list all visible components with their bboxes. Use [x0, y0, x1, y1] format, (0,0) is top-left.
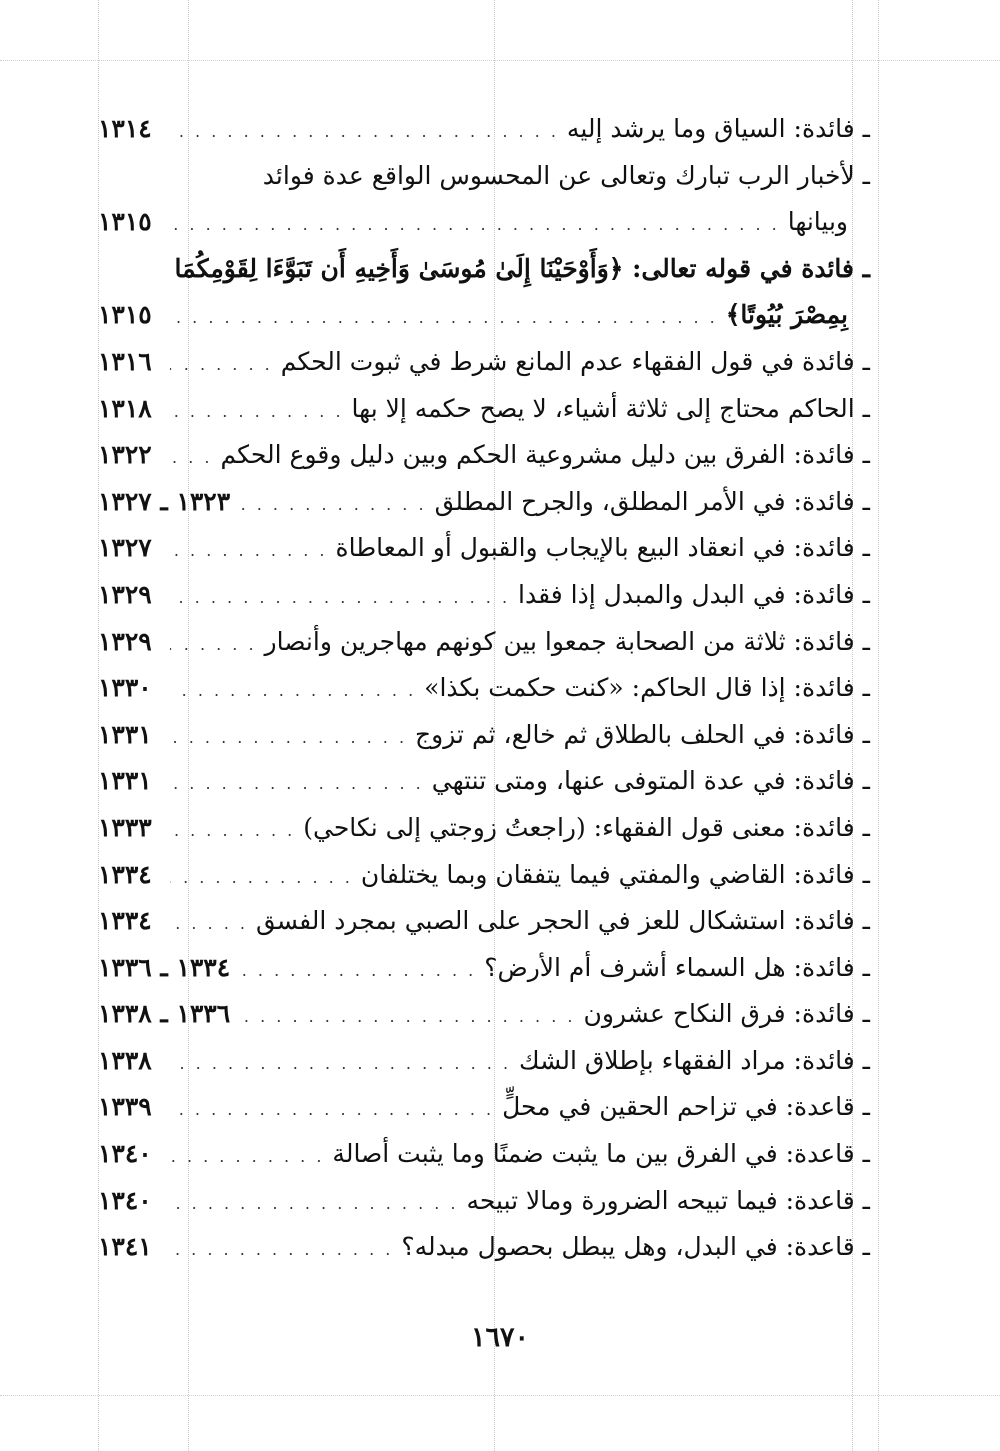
dot-leader	[170, 668, 416, 715]
toc-entry-title: ـ فائدة: في البدل والمبدل إذا فقدا	[518, 579, 870, 609]
dot-leader	[170, 1181, 459, 1228]
toc-entry-title-continued: وبيانها	[787, 207, 848, 237]
toc-entry-page: ١٣٣٠	[98, 673, 152, 703]
toc-entry-page: ١٣١٥	[98, 207, 152, 237]
toc-entry-page: ١٣٢٩	[98, 579, 152, 609]
toc-entry-title-continued: بِمِصْرَ بُيُوتًا﴾	[725, 300, 848, 330]
toc-entry-title: ـ فائدة: السياق وما يرشد إليه	[566, 114, 870, 143]
toc-entry-title: ـ فائدة: مراد الفقهاء بإطلاق الشك	[519, 1045, 870, 1075]
toc-entry-page: ١٣١٦	[98, 346, 152, 376]
toc-entry-page: ١٣٣٤	[98, 859, 152, 889]
toc-entry-page: ١٣٤١	[98, 1232, 152, 1262]
table-of-contents	[98, 106, 870, 1271]
toc-entry-page: ١٣١٨	[98, 393, 152, 423]
dot-leader	[170, 715, 407, 762]
toc-entry-page: ١٣٣١	[98, 719, 152, 749]
toc-entry-title: ـ فائدة: في الحلف بالطلاق ثم خالع، ثم تزوج	[415, 719, 870, 749]
toc-entry-page: ١٣٣٣	[98, 812, 152, 842]
toc-entry-title: ـ فائدة في قول الفقهاء عدم المانع شرط في ثبوت الحكم	[280, 346, 870, 376]
dot-leader	[238, 482, 426, 529]
dot-leader	[170, 901, 248, 948]
toc-entry-page: ١٣٤٠	[98, 1185, 152, 1215]
toc-entry-title: ـ قاعدة: فيما تبيحه الضرورة ومالا تبيحه	[466, 1185, 870, 1215]
page-number: ١٦٧٠	[470, 1322, 529, 1353]
toc-entry-title: ـ فائدة: القاضي والمفتي فيما يتفقان وبما يختلفان	[360, 859, 870, 889]
dot-leader	[170, 1134, 324, 1181]
dot-leader	[170, 808, 295, 855]
dot-leader	[170, 528, 328, 575]
toc-entry	[98, 852, 870, 899]
toc-entry-page: ١٣٢٢	[98, 440, 152, 470]
toc-entry-title: ـ قاعدة: في البدل، وهل يبطل بحصول مبدله؟	[401, 1232, 870, 1262]
toc-entry	[98, 945, 870, 992]
toc-entry-page: ١٣٢٧	[98, 533, 152, 563]
toc-entry	[98, 712, 870, 759]
margin-guide-right	[878, 0, 879, 1451]
toc-entry	[98, 898, 870, 945]
toc-entry-continuation	[98, 292, 870, 339]
toc-entry	[98, 106, 870, 153]
toc-entry-page: ١٣١٥	[98, 300, 152, 330]
toc-entry-title: ـ فائدة: هل السماء أشرف أم الأرض؟	[484, 952, 870, 982]
toc-entry	[98, 991, 870, 1038]
dot-leader	[170, 295, 718, 342]
dot-leader	[170, 389, 344, 436]
toc-entry	[98, 1178, 870, 1225]
dot-leader	[238, 948, 476, 995]
dot-leader	[170, 761, 424, 808]
toc-entry-title: ـ فائدة: في الأمر المطلق، والجرح المطلق	[434, 486, 870, 516]
toc-entry	[98, 153, 870, 200]
dot-leader	[170, 1227, 393, 1274]
toc-entry-title: ـ قاعدة: في تزاحم الحقين في محلٍّ	[502, 1092, 870, 1122]
toc-entry	[98, 1224, 870, 1271]
toc-entry-page: ١٣١٤	[98, 114, 152, 143]
toc-entry	[98, 1038, 870, 1085]
toc-entry	[98, 665, 870, 712]
toc-entry-title: ـ فائدة: فرق النكاح عشرون	[583, 999, 870, 1029]
toc-entry	[98, 339, 870, 386]
dot-leader	[170, 575, 510, 622]
toc-entry-continuation	[98, 199, 870, 246]
dot-leader	[170, 342, 273, 389]
toc-entry-title: ـ فائدة: في انعقاد البيع بالإيجاب والقبول أو المعاطاة	[335, 533, 870, 563]
toc-entry-title: ـ فائدة: معنى قول الفقهاء: (راجعتُ زوجتي إلى نكاحي)	[303, 812, 870, 842]
toc-entry	[98, 525, 870, 572]
toc-entry-title: ـ فائدة: في عدة المتوفى عنها، ومتى تنتهي	[431, 766, 870, 796]
dot-leader	[170, 435, 212, 482]
margin-guide-top	[0, 60, 1000, 61]
dot-leader	[170, 1041, 511, 1088]
toc-entry-page: ١٣٢٣ ـ ١٣٢٧	[98, 486, 231, 516]
dot-leader	[170, 1087, 494, 1134]
toc-entry	[98, 386, 870, 433]
toc-entry-page: ١٣٣٩	[98, 1092, 152, 1122]
toc-entry	[98, 479, 870, 526]
toc-entry-page: ١٣٣٦ ـ ١٣٣٨	[98, 999, 231, 1029]
toc-entry-title: ـ فائدة: استشكال للعز في الحجر على الصبي بمجرد الفسق	[255, 906, 870, 936]
dot-leader	[238, 994, 575, 1041]
toc-entry-title: ـ فائدة: إذا قال الحاكم: «كنت حكمت بكذا»	[424, 673, 870, 703]
toc-entry-title: ـ فائدة: ثلاثة من الصحابة جمعوا بين كونهم مهاجرين وأنصار	[264, 626, 870, 656]
toc-entry-title: ـ الحاكم محتاج إلى ثلاثة أشياء، لا يصح حكمه إلا بها	[351, 393, 870, 423]
dot-leader	[170, 109, 559, 156]
toc-entry-title: ـ قاعدة: في الفرق بين ما يثبت ضمنًا وما يثبت أصالة	[332, 1139, 870, 1169]
toc-entry-page: ١٣٣٤ ـ ١٣٣٦	[98, 952, 231, 982]
toc-entry	[98, 432, 870, 479]
toc-entry-page: ١٣٣١	[98, 766, 152, 796]
dot-leader	[170, 855, 353, 902]
toc-entry	[98, 1084, 870, 1131]
toc-entry	[98, 246, 870, 293]
toc-entry-page: ١٣٣٨	[98, 1045, 152, 1075]
toc-entry	[98, 572, 870, 619]
toc-entry-page: ١٣٣٤	[98, 906, 152, 936]
toc-entry-title: ـ لأخبار الرب تبارك وتعالى عن المحسوس الواقع عدة فوائد	[262, 160, 870, 190]
toc-entry-title: ـ فائدة في قوله تعالى: ﴿وَأَوْحَيْنَا إِلَىٰ مُوسَىٰ وَأَخِيهِ أَن تَبَوَّءَا لِقَوْمِكُمَا	[174, 253, 870, 283]
margin-guide-bottom	[0, 1395, 1000, 1396]
dot-leader	[170, 202, 780, 249]
toc-entry-page: ١٣٤٠	[98, 1139, 152, 1169]
dot-leader	[170, 622, 257, 669]
toc-entry	[98, 619, 870, 666]
toc-entry	[98, 758, 870, 805]
toc-entry-title: ـ فائدة: الفرق بين دليل مشروعية الحكم وبين دليل وقوع الحكم	[220, 440, 870, 470]
toc-entry-page: ١٣٢٩	[98, 626, 152, 656]
toc-entry	[98, 1131, 870, 1178]
toc-entry	[98, 805, 870, 852]
